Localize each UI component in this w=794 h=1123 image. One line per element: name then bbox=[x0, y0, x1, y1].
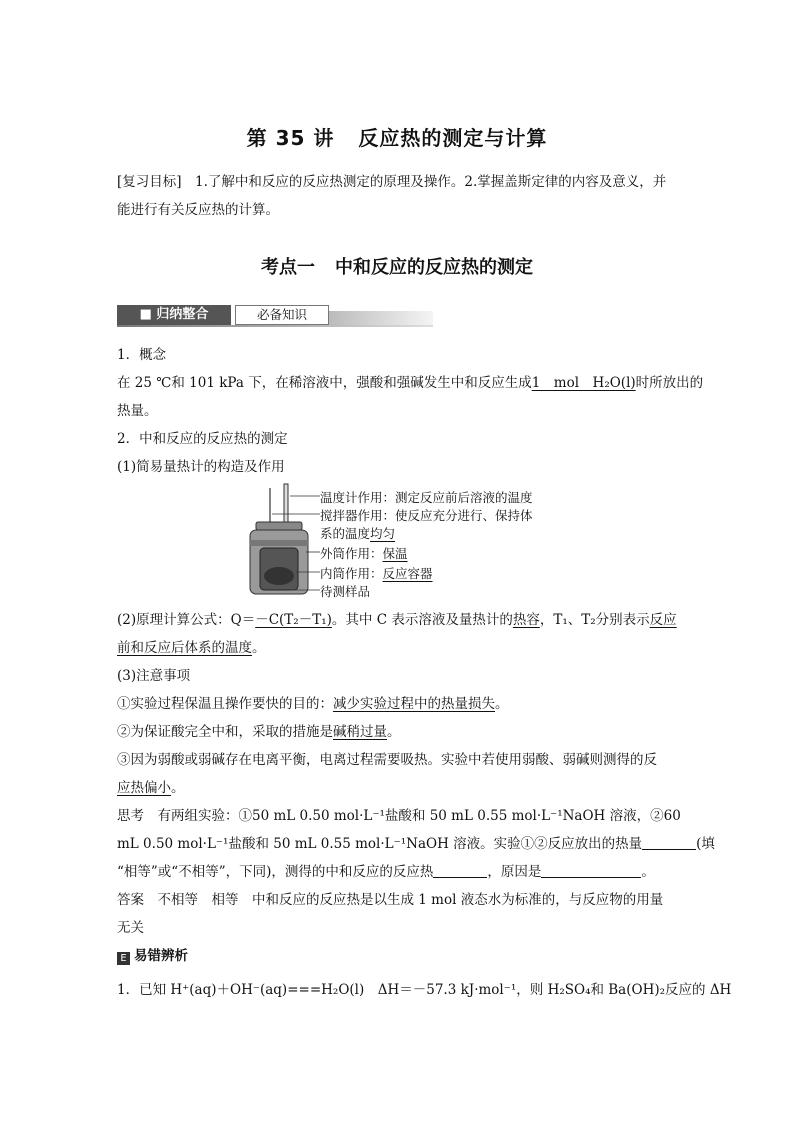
sample-liquid bbox=[264, 567, 294, 585]
calorimeter-subheading: (1)简易量热计的构造及作用 bbox=[117, 459, 285, 475]
question-1-line: 1．已知 H⁺(aq)＋OH⁻(aq)===H₂O(l) ΔH＝－57.3 kJ·mol⁻¹，则 H₂SO₄和 Ba(OH)₂反应的 ΔH bbox=[117, 982, 732, 998]
banner-summary-label: ■ 归纳整合 bbox=[117, 305, 231, 325]
lecture-title bbox=[0, 122, 794, 151]
formula-text-c: ，T₁、T₂分别表示 bbox=[539, 612, 650, 628]
question-1 bbox=[117, 976, 732, 1004]
knowledge-banner bbox=[117, 305, 433, 327]
label-inner-text: 内筒作用： bbox=[320, 566, 383, 581]
formula-underlined: －C(T₂－T₁) bbox=[255, 612, 332, 628]
note-2-text: ②为保证酸完全中和，采取的措施是 bbox=[117, 724, 333, 740]
note-2-underlined: 碱稍过量 bbox=[333, 724, 387, 740]
note-1-text: ①实验过程保温且操作要快的目的： bbox=[117, 696, 333, 712]
measure-heading: 2．中和反应的反应热的测定 bbox=[117, 431, 288, 447]
formula-underlined-4: 前和反应后体系的温度 bbox=[117, 640, 252, 656]
note-2-end: 。 bbox=[387, 724, 401, 740]
banner-underline bbox=[117, 325, 433, 327]
think-line-3 bbox=[117, 858, 679, 886]
note-1-end: 。 bbox=[495, 696, 509, 712]
banner-fade-bar bbox=[329, 311, 433, 325]
think-text-b: (填 bbox=[696, 836, 715, 852]
concept-line-1 bbox=[117, 369, 704, 397]
think-text-e: 。 bbox=[641, 864, 655, 880]
section-number: 考点一 bbox=[261, 257, 315, 278]
error-analysis-heading bbox=[117, 942, 679, 970]
answer-blank-2[interactable] bbox=[433, 863, 487, 878]
formula-underlined-2: 热容 bbox=[512, 612, 540, 628]
label-outer-underlined: 保温 bbox=[382, 546, 408, 561]
formula-text-a: (2)原理计算公式：Q＝ bbox=[117, 612, 256, 628]
calorimeter-lid bbox=[256, 522, 302, 530]
think-line-2 bbox=[117, 830, 715, 858]
outer-vessel-rim bbox=[250, 540, 308, 546]
note-1-underlined: 减少实验过程中的热量损失 bbox=[333, 696, 495, 712]
label-stirrer-cont-underlined: 均匀 bbox=[370, 526, 396, 541]
answer-line-2: 无关 bbox=[117, 920, 144, 936]
think-text-a: mL 0.50 mol·L⁻¹盐酸和 50 mL 0.55 mol·L⁻¹NaOH 溶液。实验①②反应放出的热量 bbox=[117, 836, 643, 852]
formula-line-2 bbox=[117, 634, 679, 662]
answer-blank-1[interactable] bbox=[642, 835, 696, 850]
error-heading-line bbox=[117, 942, 679, 970]
note-2 bbox=[117, 718, 679, 746]
label-stirrer-cont bbox=[320, 524, 395, 542]
banner-knowledge-label: 必备知识 bbox=[235, 305, 329, 325]
label-inner-underlined: 反应容器 bbox=[382, 566, 433, 581]
formula-underlined-3: 反应 bbox=[649, 612, 677, 628]
concept-line-2: 热量。 bbox=[117, 403, 158, 419]
note-3-end: 。 bbox=[171, 780, 185, 796]
note-3-line-1: ③因为弱酸或弱碱存在电离平衡，电离过程需要吸热。实验中若使用弱酸、弱碱则测得的反 bbox=[117, 752, 657, 768]
error-heading-text: 易错辨析 bbox=[134, 948, 188, 964]
note-3-underlined: 应热偏小 bbox=[117, 780, 171, 796]
concept-heading: 1．概念 bbox=[117, 347, 167, 363]
notes-heading: (3)注意事项 bbox=[117, 668, 191, 684]
think-line-1: 思考 有两组实验：①50 mL 0.50 mol·L⁻¹盐酸和 50 mL 0.55 mol·L⁻¹NaOH 溶液，②60 bbox=[117, 808, 681, 824]
concept-underlined: 1 mol H₂O(l) bbox=[531, 375, 636, 391]
concept-block bbox=[117, 341, 704, 481]
label-stirrer: 搅拌器作用：使反应充分进行、保持体 bbox=[320, 508, 533, 523]
calorimeter-illustration bbox=[246, 482, 320, 602]
formula-text-d: 。 bbox=[252, 640, 266, 656]
label-thermometer: 温度计作用：测定反应前后溶液的温度 bbox=[320, 490, 533, 505]
label-sample: 待测样品 bbox=[320, 584, 371, 599]
review-goals bbox=[117, 168, 679, 224]
lecture-number: 第 35 讲 bbox=[246, 126, 335, 150]
error-analysis-icon: E bbox=[117, 952, 130, 965]
formula-text-b: 。其中 C 表示溶液及量热计的 bbox=[331, 612, 513, 628]
formula-line-1 bbox=[117, 606, 679, 634]
label-outer-vessel bbox=[320, 544, 408, 562]
think-text-c: “相等”或“不相等”，下同)，测得的中和反应的反应热 bbox=[117, 864, 434, 880]
note-1 bbox=[117, 690, 679, 718]
lecture-topic: 反应热的测定与计算 bbox=[358, 126, 548, 150]
label-outer-text: 外筒作用： bbox=[320, 546, 383, 561]
thermometer bbox=[284, 484, 288, 528]
note-3-line-2 bbox=[117, 774, 679, 802]
label-inner-vessel bbox=[320, 564, 433, 582]
section-title bbox=[0, 253, 794, 279]
answer-line-1: 答案 不相等 相等 中和反应的反应热是以生成 1 mol 液态水为标准的，与反应物的用量 bbox=[117, 892, 664, 908]
think-text-d: ，原因是 bbox=[487, 864, 542, 880]
concept-text-a: 在 25 ℃和 101 kPa 下，在稀溶液中，强酸和强碱发生中和反应生成 bbox=[117, 375, 532, 391]
label-stirrer-cont-text: 系的温度 bbox=[320, 526, 371, 541]
section-topic: 中和反应的反应热的测定 bbox=[335, 257, 533, 278]
formula-and-notes bbox=[117, 606, 715, 942]
review-goals-line-2: 能进行有关反应热的计算。 bbox=[117, 202, 279, 218]
review-goals-line-1: [复习目标] 1.了解中和反应的反应热测定的原理及操作。2.掌握盖斯定律的内容及意义，并 bbox=[117, 174, 667, 190]
answer-blank-3[interactable] bbox=[541, 863, 641, 878]
calorimeter-diagram bbox=[246, 482, 566, 602]
concept-text-b: 时所放出的 bbox=[635, 375, 704, 391]
